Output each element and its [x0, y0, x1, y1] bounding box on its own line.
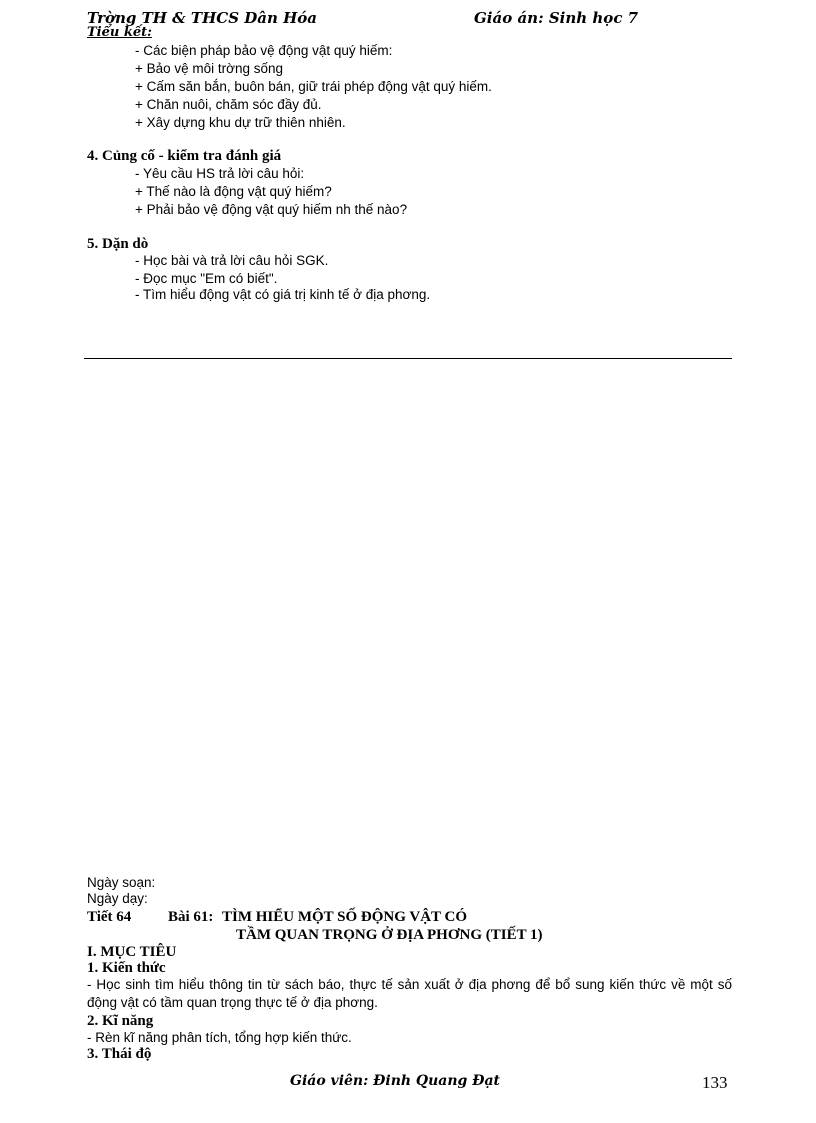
objectives-heading: I. MỤC TIÊU	[87, 944, 177, 960]
section-5-line: - Đọc mục "Em có biết".	[135, 271, 278, 286]
lesson-title-line-2: TẦM QUAN TRỌNG Ở ĐỊA PHƠNG (TIẾT 1)	[236, 927, 543, 943]
summary-heading: Tiểu kết:	[87, 25, 152, 40]
lesson-title-line-1: TÌM HIỂU MỘT SỐ ĐỘNG VẬT CÓ	[222, 909, 468, 925]
header-subject: Giáo án: Sinh học 7	[474, 9, 639, 27]
summary-line: + Chăn nuôi, chăm sóc đầy đủ.	[135, 97, 322, 112]
summary-line: + Xây dựng khu dự trữ thiên nhiên.	[135, 115, 346, 130]
header-school: Trờng TH & THCS Dân Hóa	[87, 9, 317, 27]
horizontal-divider	[84, 358, 732, 359]
section-5-line: - Học bài và trả lời câu hỏi SGK.	[135, 253, 329, 268]
summary-line: - Các biện pháp bảo vệ động vật quý hiếm:	[135, 43, 393, 58]
section-5-heading: 5. Dặn dò	[87, 236, 149, 252]
summary-line: + Cấm săn bắn, buôn bán, giữ trái phép động vật quý hiếm.	[135, 79, 492, 94]
section-4-line: + Phải bảo vệ động vật quý hiếm nh thế nào?	[135, 202, 408, 217]
summary-line: + Bảo vệ môi trờng sống	[135, 61, 284, 76]
knowledge-heading: 1. Kiến thức	[87, 960, 166, 976]
skills-heading: 2. Kĩ năng	[87, 1013, 154, 1029]
section-4-line: - Yêu cầu HS trả lời câu hỏi:	[135, 166, 305, 181]
knowledge-text: - Học sinh tìm hiểu thông tin từ sách báo, thực tế sản xuất ở địa phơng để bổ sung kiến thức về một số động vật có tầm quan trọng thực tế ở địa phơng.	[87, 977, 732, 1010]
section-4-line: + Thế nào là động vật quý hiếm?	[135, 184, 332, 199]
ngay-day-label: Ngày dạy:	[87, 891, 148, 906]
page-number: 133	[702, 1073, 728, 1092]
footer-teacher: Giáo viên: Đinh Quang Đạt	[290, 1073, 500, 1089]
skills-text: - Rèn kĩ năng phân tích, tổng hợp kiến thức.	[87, 1030, 352, 1045]
section-4-heading: 4. Củng cố - kiểm tra đánh giá	[87, 148, 282, 164]
attitude-heading: 3. Thái độ	[87, 1046, 152, 1062]
lesson-number: Tiết 64	[87, 909, 132, 925]
ngay-soan-label: Ngày soạn:	[87, 875, 156, 890]
lesson-bai: Bài 61:	[168, 909, 214, 925]
section-5-line: - Tìm hiểu động vật có giá trị kinh tế ở địa phơng.	[135, 287, 431, 302]
